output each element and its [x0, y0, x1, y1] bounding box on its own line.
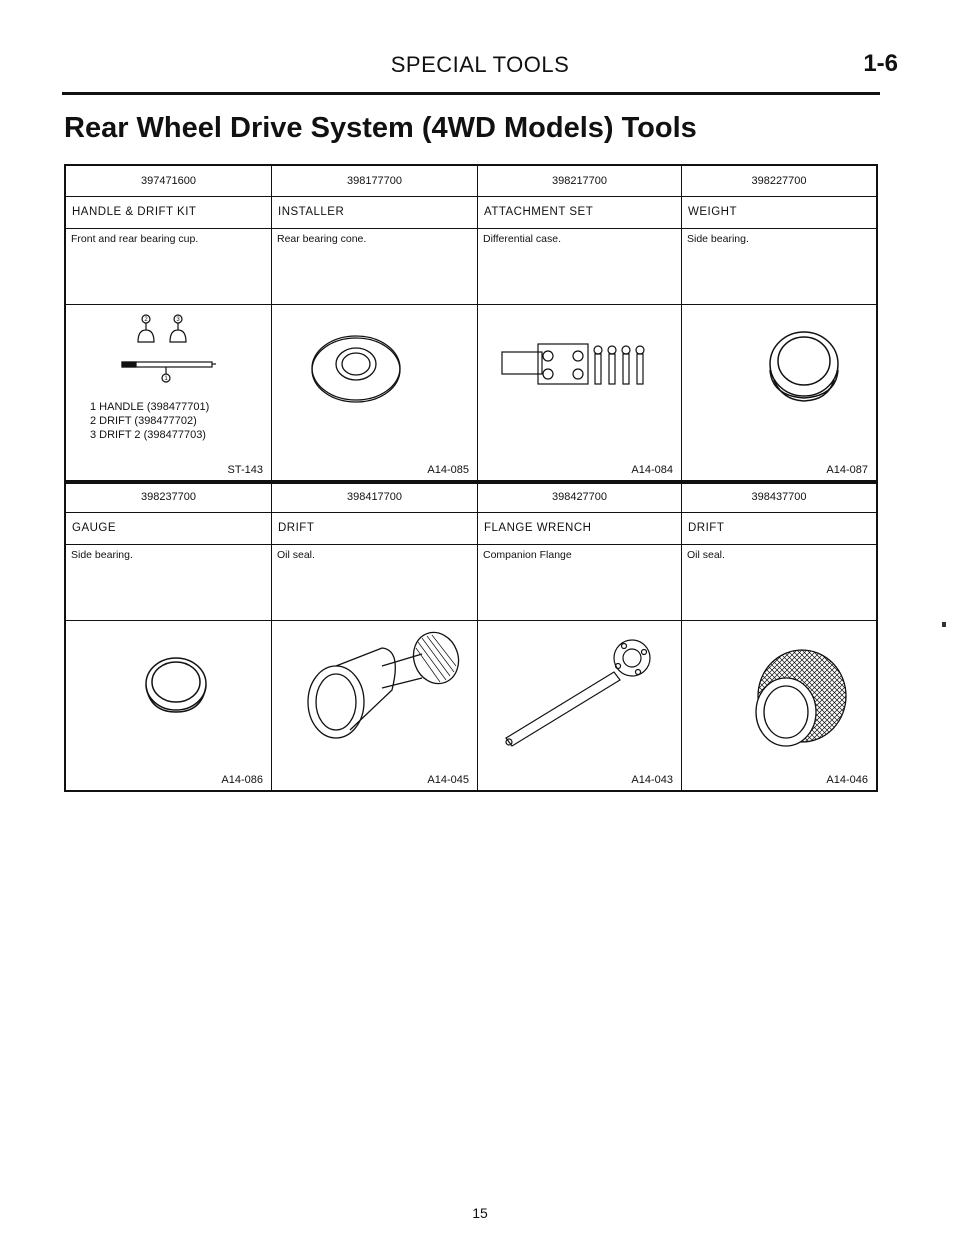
description-cell: Side bearing. [687, 233, 749, 245]
header-page-ref: 1-6 [863, 50, 898, 77]
tool-name-row [66, 196, 876, 229]
part-number-row [66, 482, 876, 513]
figure-code: A14-045 [427, 774, 469, 786]
illustration-cell [272, 304, 478, 480]
illustration-cell [478, 620, 682, 790]
illustration-cell [272, 620, 478, 790]
illustration-cell [478, 304, 682, 480]
figure-code: ST-143 [227, 464, 263, 476]
description-cell: Oil seal. [687, 549, 725, 561]
description-cell: Oil seal. [272, 544, 478, 620]
illustration-cell [682, 620, 876, 790]
tool-name-cell: HANDLE & DRIFT KIT [66, 196, 272, 228]
figure-code: A14-085 [427, 464, 469, 476]
section-title: Rear Wheel Drive System (4WD Models) Tools [64, 112, 697, 144]
tool-name-cell: DRIFT [688, 522, 725, 534]
part-number-cell: 398227700 [751, 175, 807, 187]
parts-legend [90, 400, 209, 442]
part-number-cell: 398437700 [751, 491, 807, 503]
illustration-cell [66, 304, 272, 480]
tools-table-2 [64, 480, 878, 792]
tools-table-1 [64, 164, 878, 484]
description-row [66, 544, 876, 621]
part-number-cell: 398417700 [272, 482, 478, 512]
tool-name-cell: DRIFT [272, 512, 478, 544]
header-rule [62, 92, 880, 95]
legend-item: 1 HANDLE (398477701) [90, 401, 210, 413]
drift-knurled-illustration [682, 620, 876, 790]
description-cell: Companion Flange [478, 544, 682, 620]
gauge-illustration [66, 620, 272, 790]
figure-code: A14-043 [631, 774, 673, 786]
figure-code: A14-084 [631, 464, 673, 476]
part-number-cell: 398427700 [478, 482, 682, 512]
flange-wrench-illustration [478, 620, 682, 790]
illustration-cell [682, 304, 876, 480]
callout-3: 3 [176, 317, 180, 323]
handle-drift-kit-illustration [66, 304, 272, 480]
illustration-row [66, 620, 876, 790]
description-cell: Front and rear bearing cup. [66, 228, 272, 304]
callout-2: 2 [144, 317, 148, 323]
tool-name-cell: GAUGE [66, 512, 272, 544]
header-title: SPECIAL TOOLS [390, 52, 570, 77]
tool-name-row [66, 512, 876, 545]
tool-name-cell: WEIGHT [688, 206, 737, 218]
tool-name-cell: FLANGE WRENCH [478, 512, 682, 544]
part-number-row [66, 166, 876, 197]
page-number: 15 [472, 1205, 488, 1221]
illustration-cell [66, 620, 272, 790]
illustration-row [66, 304, 876, 480]
tool-name-cell: INSTALLER [272, 196, 478, 228]
figure-code: A14-086 [221, 774, 263, 786]
weight-illustration [682, 304, 876, 480]
margin-mark [942, 622, 946, 627]
part-number-cell: 398237700 [66, 482, 272, 512]
part-number-cell: 397471600 [66, 166, 272, 196]
description-row [66, 228, 876, 305]
attachment-set-illustration [478, 304, 682, 480]
drift-oil-seal-illustration [272, 620, 478, 790]
installer-illustration [272, 304, 478, 480]
tool-name-cell: ATTACHMENT SET [478, 196, 682, 228]
callout-1: 1 [164, 376, 168, 382]
description-cell: Rear bearing cone. [272, 228, 478, 304]
description-cell: Side bearing. [66, 544, 272, 620]
figure-code: A14-087 [826, 464, 868, 476]
figure-code: A14-046 [826, 774, 868, 786]
legend-item: 2 DRIFT (398477702) [90, 415, 197, 427]
part-number-cell: 398177700 [272, 166, 478, 196]
part-number-cell: 398217700 [478, 166, 682, 196]
legend-item: 3 DRIFT 2 (398477703) [90, 429, 206, 441]
description-cell: Differential case. [478, 228, 682, 304]
